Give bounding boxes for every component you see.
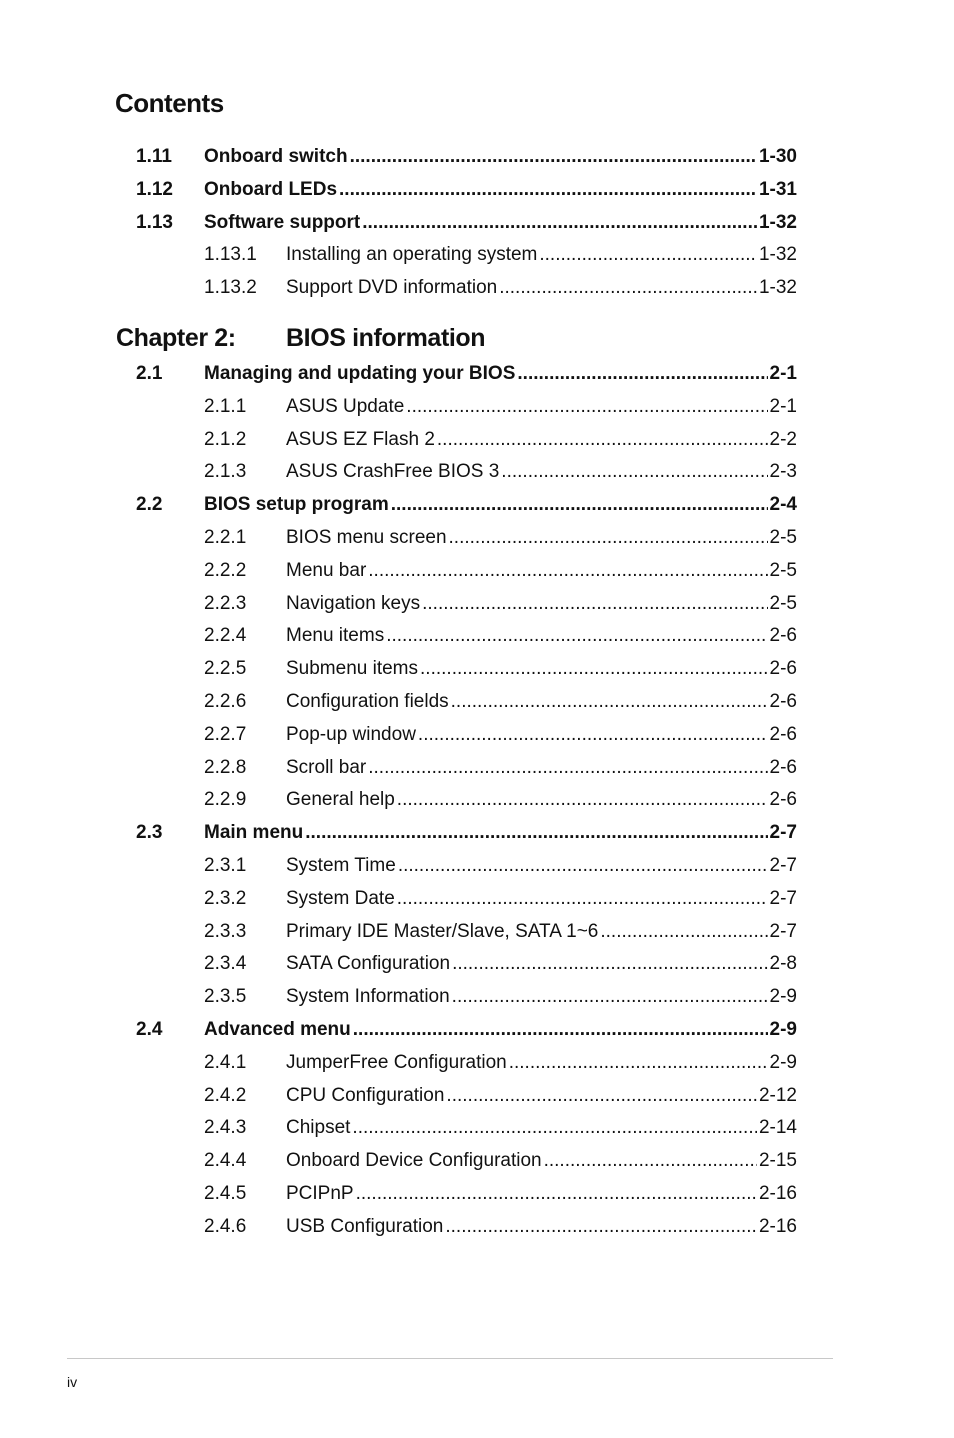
dot-leader: [446, 1084, 757, 1108]
entry-title: USB Configuration: [286, 1215, 444, 1237]
entry-title: PCIPnP: [286, 1183, 354, 1204]
entry-line: [286, 592, 797, 616]
toc-subsection-entry: [0, 1116, 954, 1140]
entry-line: [286, 1116, 797, 1140]
entry-line: [204, 821, 797, 845]
entry-number: 2.2.5: [204, 658, 247, 680]
entry-number: 2.3.2: [204, 887, 247, 909]
dot-leader: [422, 592, 767, 616]
entry-title: Onboard Device Configuration: [286, 1150, 542, 1172]
entry-title: SATA Configuration: [286, 953, 451, 975]
dot-leader: [452, 985, 768, 1009]
dot-leader: [445, 1215, 757, 1239]
toc-subsection-entry: [0, 657, 954, 681]
entry-number: 1.13.1: [204, 244, 257, 266]
entry-page-number: 2-9: [769, 1051, 797, 1073]
entry-line: [286, 243, 797, 267]
entry-number: 2.2: [136, 494, 163, 516]
entry-number: 2.2.9: [204, 789, 247, 811]
entry-page-number: 1-32: [758, 244, 797, 266]
dot-leader: [544, 1149, 757, 1173]
entry-page-number: 2-5: [769, 527, 797, 548]
entry-page-number: 2-6: [769, 625, 797, 647]
entry-line: [286, 887, 797, 911]
entry-line: [286, 428, 797, 452]
entry-page-number: 2-4: [769, 494, 797, 516]
entry-page-number: 2-1: [769, 363, 797, 384]
entry-number: 2.2.8: [204, 756, 247, 778]
entry-line: [286, 952, 797, 976]
dot-leader: [499, 276, 757, 300]
entry-title: ASUS EZ Flash 2: [286, 428, 435, 450]
entry-title: Pop-up window: [286, 723, 416, 745]
toc-subsection-entry: [0, 1149, 954, 1173]
entry-title: Installing an operating system: [286, 244, 538, 266]
entry-number: 2.4.4: [204, 1150, 247, 1172]
dot-leader: [539, 243, 757, 267]
entry-number: 2.4.3: [204, 1117, 247, 1139]
entry-page-number: 1-32: [758, 277, 797, 299]
entry-title: System Time: [286, 855, 396, 876]
toc-subsection-entry: [0, 854, 954, 878]
toc-subsection-entry: [0, 690, 954, 714]
entry-title: Primary IDE Master/Slave, SATA 1~6: [286, 920, 599, 942]
entry-line: [286, 854, 797, 878]
toc-subsection-entry: [0, 1182, 954, 1206]
dot-leader: [368, 559, 767, 583]
entry-title: JumperFree Configuration: [286, 1051, 507, 1073]
entry-title: Chipset: [286, 1117, 351, 1139]
entry-number: 2.4.5: [204, 1183, 247, 1204]
dot-leader: [420, 657, 768, 681]
entry-number: 2.3.1: [204, 855, 247, 876]
entry-number: 2.1: [136, 363, 163, 384]
entry-line: [286, 690, 797, 714]
dot-leader: [356, 1182, 757, 1206]
entry-page-number: 2-14: [758, 1117, 797, 1139]
toc-subsection-entry: [0, 243, 954, 267]
dot-leader: [437, 428, 768, 452]
entry-title: ASUS Update: [286, 395, 405, 417]
entry-page-number: 2-6: [769, 756, 797, 778]
entry-number: 1.11: [136, 146, 172, 167]
toc-subsection-entry: [0, 624, 954, 648]
entry-page-number: 2-12: [758, 1084, 797, 1106]
toc-subsection-entry: [0, 952, 954, 976]
entry-number: 2.2.7: [204, 723, 247, 745]
entry-line: [286, 1084, 797, 1108]
chapter-title: BIOS information: [286, 324, 486, 352]
entry-title: Menu bar: [286, 559, 367, 581]
dot-leader: [352, 1116, 757, 1140]
entry-line: [286, 756, 797, 780]
entry-title: General help: [286, 789, 395, 811]
entry-line: [204, 178, 797, 202]
toc-section-entry: [0, 178, 954, 202]
dot-leader: [418, 723, 768, 747]
entry-title: CPU Configuration: [286, 1084, 445, 1106]
toc-subsection-entry: [0, 1051, 954, 1075]
page-title: Contents: [115, 88, 224, 118]
dot-leader: [368, 756, 767, 780]
page-number: iv: [67, 1374, 78, 1390]
entry-line: [286, 526, 797, 550]
entry-page-number: 2-3: [769, 461, 797, 483]
entry-number: 1.12: [136, 178, 173, 200]
toc-subsection-entry: [0, 395, 954, 419]
entry-line: [204, 362, 797, 386]
entry-title: Onboard switch: [204, 146, 348, 167]
entry-title: BIOS menu screen: [286, 527, 447, 548]
footer-divider: [67, 1358, 833, 1359]
chapter-label: Chapter 2:: [116, 324, 236, 352]
entry-title: ASUS CrashFree BIOS 3: [286, 461, 500, 483]
entry-title: Scroll bar: [286, 756, 367, 778]
entry-number: 2.2.2: [204, 559, 247, 581]
toc-subsection-entry: [0, 887, 954, 911]
entry-page-number: 2-7: [769, 822, 797, 844]
entry-line: [286, 985, 797, 1009]
entry-title: Support DVD information: [286, 277, 498, 299]
entry-number: 2.4.2: [204, 1084, 247, 1106]
entry-number: 2.3.3: [204, 920, 247, 942]
dot-leader: [509, 1051, 768, 1075]
entry-line: [286, 1051, 797, 1075]
entry-line: [286, 624, 797, 648]
dot-leader: [501, 460, 767, 484]
entry-title: System Date: [286, 887, 395, 909]
entry-line: [286, 723, 797, 747]
entry-title: Configuration fields: [286, 691, 449, 712]
toc-subsection-entry: [0, 985, 954, 1009]
chapter-heading: [0, 322, 954, 354]
dot-leader: [600, 920, 767, 944]
dot-leader: [339, 178, 757, 202]
dot-leader: [353, 1018, 768, 1042]
entry-page-number: 2-6: [769, 658, 797, 680]
entry-page-number: 1-31: [758, 178, 797, 200]
entry-line: [204, 1018, 797, 1042]
entry-title: Managing and updating your BIOS: [204, 363, 516, 384]
entry-number: 1.13: [136, 211, 173, 233]
dot-leader: [406, 395, 767, 419]
entry-page-number: 2-6: [769, 789, 797, 811]
entry-page-number: 2-7: [769, 887, 797, 909]
toc-subsection-entry: [0, 1215, 954, 1239]
dot-leader: [305, 821, 767, 845]
entry-line: [286, 460, 797, 484]
toc-section-entry: [0, 1018, 954, 1042]
entry-title: Onboard LEDs: [204, 178, 338, 200]
toc-subsection-entry: [0, 428, 954, 452]
toc-section-entry: [0, 362, 954, 386]
entry-line: [286, 1215, 797, 1239]
entry-page-number: 2-8: [769, 953, 797, 975]
entry-number: 2.3: [136, 822, 163, 844]
dot-leader: [517, 362, 767, 386]
entry-number: 2.1.3: [204, 461, 247, 483]
entry-number: 2.3.5: [204, 986, 247, 1008]
entry-page-number: 2-5: [769, 592, 797, 614]
entry-title: System Information: [286, 986, 450, 1008]
entry-number: 2.1.2: [204, 428, 247, 450]
entry-line: [286, 395, 797, 419]
toc-subsection-entry: [0, 756, 954, 780]
entry-line: [286, 276, 797, 300]
entry-line: [286, 1149, 797, 1173]
entry-number: 2.4.6: [204, 1215, 247, 1237]
entry-page-number: 1-30: [758, 146, 797, 167]
dot-leader: [350, 145, 757, 169]
toc-subsection-entry: [0, 592, 954, 616]
dot-leader: [452, 952, 767, 976]
entry-line: [204, 493, 797, 517]
entry-number: 2.4.1: [204, 1051, 247, 1073]
toc-section-entry: [0, 493, 954, 517]
entry-number: 2.2.3: [204, 592, 247, 614]
entry-number: 2.4: [136, 1019, 163, 1040]
entry-page-number: 2-16: [758, 1183, 797, 1204]
dot-leader: [451, 690, 768, 714]
entry-title: Navigation keys: [286, 592, 421, 614]
toc-section-entry: [0, 821, 954, 845]
entry-number: 2.2.6: [204, 691, 247, 712]
dot-leader: [386, 624, 767, 648]
entry-number: 2.2.1: [204, 527, 247, 548]
entry-page-number: 2-1: [769, 395, 797, 417]
entry-page-number: 2-2: [769, 428, 797, 450]
entry-line: [286, 559, 797, 583]
toc-subsection-entry: [0, 723, 954, 747]
toc-subsection-entry: [0, 559, 954, 583]
toc-subsection-entry: [0, 460, 954, 484]
entry-page-number: 2-6: [769, 723, 797, 745]
entry-page-number: 2-9: [769, 986, 797, 1008]
entry-line: [286, 1182, 797, 1206]
entry-title: Main menu: [204, 822, 304, 844]
dot-leader: [391, 493, 768, 517]
dot-leader: [397, 788, 768, 812]
toc-subsection-entry: [0, 526, 954, 550]
toc-subsection-entry: [0, 1084, 954, 1108]
entry-number: 1.13.2: [204, 277, 257, 299]
entry-page-number: 2-15: [758, 1150, 797, 1172]
dot-leader: [397, 887, 768, 911]
entry-page-number: 2-6: [769, 691, 797, 712]
entry-page-number: 2-9: [769, 1019, 797, 1040]
entry-title: Software support: [204, 211, 361, 233]
toc-subsection-entry: [0, 788, 954, 812]
entry-title: Menu items: [286, 625, 385, 647]
entry-title: Submenu items: [286, 658, 419, 680]
entry-line: [286, 788, 797, 812]
toc-subsection-entry: [0, 276, 954, 300]
toc-section-entry: [0, 145, 954, 169]
entry-page-number: 1-32: [758, 211, 797, 233]
dot-leader: [449, 526, 768, 550]
entry-title: Advanced menu: [204, 1019, 351, 1040]
dot-leader: [398, 854, 768, 878]
dot-leader: [362, 211, 757, 235]
toc-subsection-entry: [0, 920, 954, 944]
entry-page-number: 2-16: [758, 1215, 797, 1237]
entry-page-number: 2-5: [769, 559, 797, 581]
entry-page-number: 2-7: [769, 920, 797, 942]
entry-number: 2.2.4: [204, 625, 247, 647]
entry-line: [286, 920, 797, 944]
entry-line: [286, 657, 797, 681]
entry-number: 2.1.1: [204, 395, 247, 417]
toc-section-entry: [0, 211, 954, 235]
entry-line: [204, 145, 797, 169]
entry-page-number: 2-7: [769, 855, 797, 876]
entry-number: 2.3.4: [204, 953, 247, 975]
entry-line: [204, 211, 797, 235]
entry-title: BIOS setup program: [204, 494, 389, 516]
